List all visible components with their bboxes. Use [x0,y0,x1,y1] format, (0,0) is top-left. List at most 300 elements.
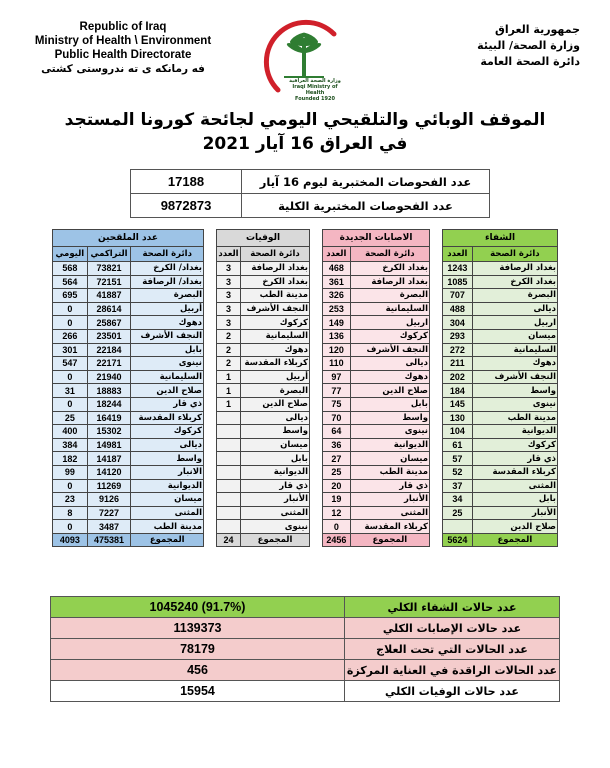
new-cases-district: بابل [350,397,429,411]
new-cases-total-value: 2456 [323,533,351,547]
summary-value: 1139373 [51,618,345,639]
vaccinated-total-daily: 4093 [53,533,88,547]
new-cases-value: 12 [323,506,351,520]
new-cases-row [323,411,430,425]
deaths-district: ديالى [241,411,310,425]
recovered-district: الديوانية [472,425,557,439]
vaccinated-row [53,506,204,520]
recovered-value: 61 [443,438,473,452]
new-cases-row [323,384,430,398]
deaths-row [217,465,310,479]
deaths-district: المثنى [241,506,310,520]
new-cases-value: 70 [323,411,351,425]
new-cases-district: الأنبار [350,493,429,507]
recovered-header-row [443,247,558,262]
summary-row [51,681,560,702]
recovered-row [443,343,558,357]
vaccinated-value: 72151 [87,275,131,289]
recovered-district: بغداد الرصافة [472,262,557,276]
recovered-row [443,316,558,330]
recovered-district: الأنبار [472,506,557,520]
vaccinated-value: 23501 [87,329,131,343]
vaccinated-value: 301 [53,343,88,357]
recovered-row [443,479,558,493]
deaths-district: بغداد الرصافة [241,262,310,276]
vaccinated-value: 14187 [87,452,131,466]
deaths-district: البصرة [241,384,310,398]
deaths-district: واسط [241,425,310,439]
logo-text-ar: وزارة الصحة العراقية [289,78,341,84]
new-cases-row [323,425,430,439]
vaccinated-district: النجف الأشرف [131,329,204,343]
vaccinated-district: السليمانية [131,370,204,384]
deaths-row [217,493,310,507]
summary-table [50,596,560,702]
vaccinated-value: 11269 [87,479,131,493]
vaccinated-column-header: التراكمي [87,247,131,262]
recovered-value: 52 [443,465,473,479]
recovered-value: 34 [443,493,473,507]
recovered-district: ديالى [472,302,557,316]
vaccinated-value: 0 [53,302,88,316]
header-en-line: فه رمانكه ى ته ندروستى كشتى [41,63,205,75]
logo-text-founded: Founded 1920 [295,96,335,102]
deaths-district: صلاح الدين [241,397,310,411]
recovered-value: 1085 [443,275,473,289]
new-cases-district: النجف الأشرف [350,343,429,357]
recovered-value: 272 [443,343,473,357]
recovered-district: ميسان [472,329,557,343]
vaccinated-district: واسط [131,452,204,466]
deaths-value: 1 [217,370,241,384]
recovered-value: 202 [443,370,473,384]
vaccinated-row [53,343,204,357]
recovered-district: نينوى [472,397,557,411]
new-cases-district: المثنى [350,506,429,520]
vaccinated-district: ديالى [131,438,204,452]
vaccinated-value: 384 [53,438,88,452]
tests-label: عدد الفحوصات المختبرية ليوم 16 آيار [242,170,490,194]
vaccinated-value: 0 [53,370,88,384]
deaths-value: 1 [217,397,241,411]
new-cases-row [323,452,430,466]
vaccinated-district: كركوك [131,425,204,439]
new-cases-value: 97 [323,370,351,384]
recovered-row [443,520,558,534]
vaccinated-row [53,520,204,534]
new-cases-header-row [323,247,430,262]
new-cases-value: 20 [323,479,351,493]
recovered-district: كركوك [472,438,557,452]
new-cases-value: 64 [323,425,351,439]
deaths-value: 3 [217,275,241,289]
recovered-value: 37 [443,479,473,493]
deaths-row [217,438,310,452]
new-cases-value: 110 [323,357,351,371]
recovered-column-header: دائرة الصحة [472,247,557,262]
deaths-header-row [217,247,310,262]
vaccinated-total-row [53,533,204,547]
header-en-line: Republic of Iraq [79,21,167,33]
recovered-row [443,425,558,439]
new-cases-district: بغداد الرصافة [350,275,429,289]
new-cases-district: اربيل [350,316,429,330]
deaths-row [217,425,310,439]
deaths-title: الوفيات [217,230,310,247]
deaths-district: ميسان [241,438,310,452]
vaccinated-row [53,289,204,303]
recovered-row [443,452,558,466]
new-cases-value: 25 [323,465,351,479]
deaths-total-label: المجموع [241,533,310,547]
vaccinated-value: 9126 [87,493,131,507]
deaths-row [217,411,310,425]
deaths-row [217,289,310,303]
deaths-district: كربلاء المقدسة [241,357,310,371]
title-line: الموقف الوبائي والتلقيحي اليومي لجائحة كورونا المستجد [64,110,546,130]
vaccinated-value: 25867 [87,316,131,330]
vaccinated-value: 16419 [87,411,131,425]
recovered-district: كربلاء المقدسة [472,465,557,479]
recovered-row [443,411,558,425]
new-cases-column-header: دائرة الصحة [350,247,429,262]
summary-label: عدد حالات الشفاء الكلي [345,597,560,618]
deaths-value: 3 [217,316,241,330]
recovered-value: 293 [443,329,473,343]
vaccinated-table [52,229,204,547]
deaths-row [217,479,310,493]
new-cases-body [323,230,430,547]
new-cases-district: مدينة الطب [350,465,429,479]
vaccinated-row [53,262,204,276]
summary-row [51,639,560,660]
logo-text-en: Iraqi Ministry of Health [292,84,338,96]
vaccinated-value: 31 [53,384,88,398]
deaths-district: كركوك [241,316,310,330]
recovered-row [443,302,558,316]
deaths-row [217,262,310,276]
vaccinated-value: 14981 [87,438,131,452]
new-cases-district: السليمانية [350,302,429,316]
recovered-row [443,275,558,289]
summary-value: 15954 [51,681,345,702]
tests-row [131,194,490,218]
vaccinated-district: بغداد/ الكرخ [131,262,204,276]
recovered-row [443,438,558,452]
deaths-value: 3 [217,302,241,316]
vaccinated-district: بابل [131,343,204,357]
vaccinated-value: 23 [53,493,88,507]
vaccinated-title-row [53,230,204,247]
vaccinated-district: نينوى [131,357,204,371]
new-cases-row [323,343,430,357]
recovered-column-header: العدد [443,247,473,262]
vaccinated-value: 0 [53,397,88,411]
vaccinated-value: 568 [53,262,88,276]
vaccinated-value: 22184 [87,343,131,357]
recovered-total-row [443,533,558,547]
deaths-row [217,384,310,398]
deaths-district: دهوك [241,343,310,357]
new-cases-total-label: المجموع [350,533,429,547]
vaccinated-district: ذي قار [131,397,204,411]
recovered-value: 1243 [443,262,473,276]
recovered-district: ذي قار [472,452,557,466]
tests-row [131,170,490,194]
vaccinated-value: 21940 [87,370,131,384]
vaccinated-value: 73821 [87,262,131,276]
deaths-row [217,397,310,411]
new-cases-table [322,229,430,547]
vaccinated-row [53,302,204,316]
new-cases-row [323,329,430,343]
recovered-district: مدينة الطب [472,411,557,425]
recovered-value: 104 [443,425,473,439]
summary-label: عدد الحالات الراقدة في العناية المركزة [345,660,560,681]
vaccinated-row [53,329,204,343]
new-cases-value: 120 [323,343,351,357]
new-cases-total-row [323,533,430,547]
vaccinated-row [53,316,204,330]
new-cases-district: ميسان [350,452,429,466]
recovered-value: 488 [443,302,473,316]
new-cases-row [323,370,430,384]
deaths-row [217,329,310,343]
deaths-value [217,479,241,493]
recovered-value: 130 [443,411,473,425]
summary-value: 456 [51,660,345,681]
new-cases-title-row [323,230,430,247]
recovered-district: السليمانية [472,343,557,357]
recovered-district: دهوك [472,357,557,371]
new-cases-district: ذي قار [350,479,429,493]
vaccinated-value: 400 [53,425,88,439]
recovered-district: البصرة [472,289,557,303]
new-cases-district: صلاح الدين [350,384,429,398]
summary-label: عدد حالات الوفيات الكلي [345,681,560,702]
deaths-value: 2 [217,357,241,371]
tests-value: 9872873 [131,194,242,218]
deaths-row [217,316,310,330]
vaccinated-value: 25 [53,411,88,425]
vaccinated-value: 7227 [87,506,131,520]
recovered-table [442,229,558,547]
new-cases-value: 253 [323,302,351,316]
new-cases-district: دهوك [350,370,429,384]
deaths-district: الأنبار [241,493,310,507]
deaths-district: نينوى [241,520,310,534]
logo-text [286,78,344,102]
deaths-district: بابل [241,452,310,466]
vaccinated-total-cumulative: 475381 [87,533,131,547]
vaccinated-value: 8 [53,506,88,520]
vaccinated-body [53,230,204,547]
recovered-title: الشفاء [443,230,558,247]
vaccinated-value: 0 [53,316,88,330]
summary-row [51,618,560,639]
deaths-district: أربيل [241,370,310,384]
recovered-district: المثنى [472,479,557,493]
vaccinated-title: عدد الملقحين [53,230,204,247]
vaccinated-value: 0 [53,479,88,493]
vaccinated-district: البصرة [131,289,204,303]
deaths-row [217,343,310,357]
new-cases-district: نينوى [350,425,429,439]
new-cases-row [323,520,430,534]
deaths-total-row [217,533,310,547]
vaccinated-value: 564 [53,275,88,289]
vaccinated-value: 182 [53,452,88,466]
deaths-value [217,493,241,507]
ministry-logo [256,12,352,108]
new-cases-district: واسط [350,411,429,425]
vaccinated-district: ميسان [131,493,204,507]
deaths-value: 3 [217,289,241,303]
new-cases-row [323,289,430,303]
new-cases-row [323,438,430,452]
new-cases-value: 149 [323,316,351,330]
vaccinated-district: كربلاء المقدسة [131,411,204,425]
new-cases-title: الاصابات الجديدة [323,230,430,247]
vaccinated-row [53,275,204,289]
recovered-district: صلاح الدين [472,520,557,534]
vaccinated-row [53,397,204,411]
summary-value: 78179 [51,639,345,660]
recovered-value [443,520,473,534]
header-english [28,20,218,76]
recovered-value: 211 [443,357,473,371]
vaccinated-row [53,465,204,479]
deaths-row [217,275,310,289]
new-cases-row [323,316,430,330]
recovered-row [443,262,558,276]
recovered-value: 25 [443,506,473,520]
vaccinated-row [53,411,204,425]
deaths-district: بغداد الكرخ [241,275,310,289]
new-cases-row [323,479,430,493]
deaths-value [217,506,241,520]
new-cases-district: ديالى [350,357,429,371]
deaths-district: الديوانية [241,465,310,479]
vaccinated-row [53,370,204,384]
recovered-title-row [443,230,558,247]
summary-label: عدد حالات الإصابات الكلي [345,618,560,639]
new-cases-row [323,493,430,507]
recovered-value: 57 [443,452,473,466]
header-ar-line: جمهورية العراق [495,23,580,36]
vaccinated-value: 547 [53,357,88,371]
deaths-row [217,357,310,371]
new-cases-row [323,302,430,316]
deaths-row [217,370,310,384]
deaths-district: النجف الأشرف [241,302,310,316]
vaccinated-total-label: المجموع [131,533,204,547]
deaths-value [217,425,241,439]
new-cases-row [323,357,430,371]
vaccinated-value: 18244 [87,397,131,411]
deaths-row [217,506,310,520]
header-ar-line: دائرة الصحة العامة [480,55,580,68]
vaccinated-row [53,452,204,466]
summary-row [51,597,560,618]
vaccinated-row [53,479,204,493]
title-line: في العراق 16 آيار 2021 [202,134,408,154]
recovered-row [443,289,558,303]
new-cases-value: 361 [323,275,351,289]
vaccinated-row [53,493,204,507]
header-en-line: Ministry of Health \ Environment [34,35,212,47]
new-cases-district: كربلاء المقدسة [350,520,429,534]
vaccinated-value: 3487 [87,520,131,534]
header-arabic [420,22,580,70]
new-cases-column-header: العدد [323,247,351,262]
vaccinated-district: المثنى [131,506,204,520]
vaccinated-row [53,438,204,452]
recovered-value: 707 [443,289,473,303]
vaccinated-value: 18883 [87,384,131,398]
vaccinated-column-header: دائرة الصحة [131,247,204,262]
vaccinated-value: 28614 [87,302,131,316]
new-cases-row [323,275,430,289]
vaccinated-value: 41887 [87,289,131,303]
recovered-row [443,506,558,520]
vaccinated-value: 22171 [87,357,131,371]
header-en-line: Public Health Directorate [54,49,192,61]
recovered-row [443,329,558,343]
vaccinated-district: دهوك [131,316,204,330]
deaths-column-header: دائرة الصحة [241,247,310,262]
recovered-row [443,370,558,384]
page-title [60,108,550,156]
recovered-district: اربيل [472,316,557,330]
vaccinated-header-row [53,247,204,262]
deaths-column-header: العدد [217,247,241,262]
deaths-district: السليمانية [241,329,310,343]
new-cases-value: 77 [323,384,351,398]
header-ar-line: وزارة الصحة/ البيئة [477,39,580,52]
vaccinated-district: صلاح الدين [131,384,204,398]
recovered-row [443,357,558,371]
vaccinated-district: مدينة الطب [131,520,204,534]
vaccinated-row [53,384,204,398]
tests-value: 17188 [131,170,242,194]
new-cases-value: 75 [323,397,351,411]
deaths-value: 2 [217,343,241,357]
summary-label: عدد الحالات التي تحت العلاج [345,639,560,660]
new-cases-value: 326 [323,289,351,303]
vaccinated-value: 99 [53,465,88,479]
recovered-value: 184 [443,384,473,398]
recovered-row [443,397,558,411]
new-cases-value: 0 [323,520,351,534]
deaths-value: 2 [217,329,241,343]
new-cases-row [323,506,430,520]
new-cases-district: البصرة [350,289,429,303]
vaccinated-value: 266 [53,329,88,343]
summary-row [51,660,560,681]
vaccinated-value: 14120 [87,465,131,479]
new-cases-district: الديوانية [350,438,429,452]
vaccinated-value: 15302 [87,425,131,439]
new-cases-district: بغداد الكرخ [350,262,429,276]
deaths-district: ذي قار [241,479,310,493]
recovered-district: النجف الأشرف [472,370,557,384]
vaccinated-row [53,357,204,371]
new-cases-row [323,397,430,411]
summary-value: (91.7%) 1045240 [51,597,345,618]
new-cases-value: 27 [323,452,351,466]
vaccinated-row [53,425,204,439]
